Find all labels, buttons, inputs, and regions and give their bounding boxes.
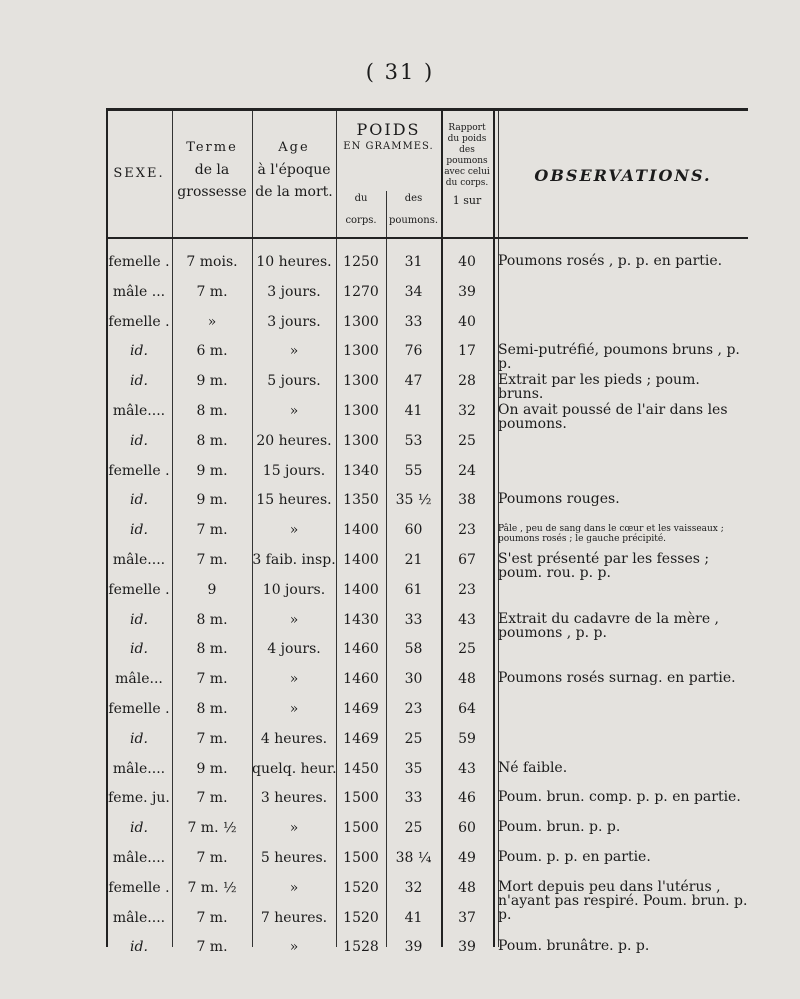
header-rapport-3: des bbox=[459, 145, 475, 155]
header-rapport: Rapport bbox=[448, 123, 486, 133]
cell-terme: 9 m. bbox=[196, 492, 228, 509]
cell-observation: Mort depuis peu dans l'utérus , n'ayant pas respiré. Poum. brun. p. p. bbox=[498, 878, 748, 923]
cell-poumons: 55 bbox=[404, 462, 423, 479]
table-row bbox=[106, 698, 748, 726]
table-row bbox=[106, 638, 748, 666]
cell-sexe: id. bbox=[130, 432, 148, 449]
cell-terme: 9 bbox=[207, 581, 217, 598]
cell-corps: 1270 bbox=[343, 283, 379, 300]
cell-sexe: mâle... bbox=[115, 671, 163, 688]
table-row bbox=[106, 847, 748, 875]
cell-age: 20 heures. bbox=[256, 432, 332, 449]
cell-observation: Extrait du cadavre de la mère , poumons , p. p. bbox=[498, 610, 720, 641]
cell-poumons: 41 bbox=[404, 403, 423, 419]
table-row bbox=[106, 340, 748, 373]
cell-observation bbox=[498, 281, 748, 284]
cell-observation: Poumons rosés surnag. en partie. bbox=[498, 670, 736, 687]
cell-rapport: 28 bbox=[458, 373, 476, 390]
cell-poumons: 33 bbox=[404, 611, 423, 628]
cell-age: 15 heures. bbox=[256, 492, 332, 509]
cell-age: » bbox=[289, 879, 299, 896]
cell-rapport: 25 bbox=[458, 432, 476, 449]
cell-corps: 1350 bbox=[343, 492, 379, 509]
cell-rapport: 23 bbox=[458, 581, 476, 598]
cell-terme: 7 m. bbox=[196, 671, 228, 688]
cell-sexe: id. bbox=[130, 522, 148, 539]
cell-age: 10 heures. bbox=[256, 254, 332, 270]
cell-sexe: id. bbox=[130, 820, 148, 837]
table-row bbox=[106, 787, 748, 815]
cell-sexe: mâle.... bbox=[112, 909, 166, 926]
cell-sexe: id. bbox=[130, 611, 148, 628]
cell-rapport: 23 bbox=[458, 522, 476, 539]
cell-corps: 1450 bbox=[343, 760, 379, 777]
cell-age: » bbox=[289, 671, 299, 688]
cell-observation bbox=[498, 638, 748, 641]
cell-rapport: 25 bbox=[458, 641, 476, 658]
cell-rapport: 43 bbox=[458, 760, 476, 777]
cell-sexe: feme. ju. bbox=[108, 790, 170, 807]
cell-rapport: 64 bbox=[458, 701, 476, 717]
cell-observation: Poum. brun. comp. p. p. en partie. bbox=[498, 789, 741, 806]
cell-rapport: 48 bbox=[458, 879, 476, 896]
cell-rapport: 32 bbox=[458, 403, 476, 419]
cell-rapport: 46 bbox=[458, 790, 476, 807]
table-row bbox=[106, 817, 748, 845]
header-rapport-5: avec celui bbox=[444, 167, 490, 177]
header-poumons: poumons. bbox=[388, 215, 439, 226]
cell-sexe: femelle . bbox=[108, 254, 170, 270]
cell-sexe: id. bbox=[130, 641, 148, 658]
cell-terme: 7 m. bbox=[196, 552, 228, 568]
cell-terme: 8 m. bbox=[196, 701, 228, 717]
cell-poumons: 39 bbox=[404, 939, 423, 956]
cell-observation bbox=[498, 698, 748, 701]
cell-corps: 1460 bbox=[343, 641, 379, 658]
cell-observation: On avait poussé de l'air dans les poumons. bbox=[498, 402, 728, 432]
cell-corps: 1500 bbox=[343, 820, 379, 837]
cell-poumons: 35 ½ bbox=[395, 492, 432, 509]
cell-observation: Semi-putréfié, poumons bruns , p. p. bbox=[498, 342, 740, 373]
cell-corps: 1300 bbox=[343, 313, 379, 330]
header-poids-grammes: EN GRAMMES. bbox=[343, 141, 434, 152]
cell-rapport: 24 bbox=[458, 462, 476, 479]
cell-poumons: 76 bbox=[404, 343, 423, 360]
cell-terme: 7 m. ½ bbox=[187, 879, 237, 896]
header-rapport-7: 1 sur bbox=[452, 194, 482, 207]
cell-age: » bbox=[289, 701, 299, 717]
cell-corps: 1400 bbox=[343, 552, 379, 568]
table-row bbox=[106, 758, 748, 786]
cell-terme: 7 m. bbox=[196, 850, 228, 866]
cell-sexe: mâle ... bbox=[112, 283, 166, 300]
cell-corps: 1300 bbox=[343, 373, 379, 390]
table-row bbox=[106, 519, 748, 547]
cell-poumons: 25 bbox=[404, 820, 423, 837]
table-row bbox=[106, 728, 748, 756]
table-row bbox=[106, 549, 748, 581]
cell-observation bbox=[498, 907, 748, 910]
cell-terme: 7 m. ½ bbox=[187, 820, 237, 837]
cell-observation: Pâle , peu de sang dans le cœur et les vaisseaux ; poumons rosés ; le gauche précipité. bbox=[498, 524, 724, 545]
cell-observation: Poumons rouges. bbox=[498, 491, 620, 508]
cell-poumons: 25 bbox=[404, 730, 423, 747]
cell-terme: 7 m. bbox=[196, 283, 228, 300]
cell-sexe: femelle . bbox=[108, 701, 170, 717]
cell-age: 3 heures. bbox=[260, 790, 328, 807]
header-terme-2: de la bbox=[194, 162, 230, 178]
cell-corps: 1400 bbox=[343, 522, 379, 539]
table-row bbox=[106, 668, 748, 696]
cell-age: 3 faib. insp. bbox=[252, 552, 336, 568]
cell-terme: 7 m. bbox=[196, 730, 228, 747]
data-table bbox=[106, 108, 748, 956]
cell-age: » bbox=[289, 403, 299, 419]
cell-observation: Poum. brun. p. p. bbox=[498, 819, 621, 836]
header-age-3: de la mort. bbox=[255, 184, 333, 200]
cell-terme: 7 m. bbox=[196, 790, 228, 807]
cell-rapport: 49 bbox=[458, 850, 476, 866]
cell-corps: 1300 bbox=[343, 432, 379, 449]
cell-rapport: 37 bbox=[458, 909, 476, 926]
cell-terme: 9 m. bbox=[196, 462, 228, 479]
cell-poumons: 23 bbox=[404, 701, 423, 717]
cell-terme: 8 m. bbox=[196, 432, 228, 449]
cell-terme: 8 m. bbox=[196, 403, 228, 419]
cell-rapport: 40 bbox=[458, 254, 476, 270]
cell-observation: Extrait par les pieds ; poum. bruns. bbox=[498, 372, 700, 403]
header-age-2: à l'époque bbox=[257, 162, 331, 178]
cell-terme: 7 m. bbox=[196, 522, 228, 539]
cell-rapport: 38 bbox=[458, 492, 476, 509]
table-row bbox=[106, 460, 748, 488]
cell-age: 4 jours. bbox=[267, 641, 321, 658]
cell-age: 7 heures. bbox=[260, 909, 328, 926]
cell-sexe: femelle . bbox=[108, 462, 170, 479]
cell-corps: 1469 bbox=[343, 701, 379, 717]
header-rapport-6: du corps. bbox=[445, 178, 489, 188]
cell-observation bbox=[498, 460, 748, 463]
header-des: des bbox=[404, 193, 423, 204]
cell-poumons: 33 bbox=[404, 313, 423, 330]
cell-age: 3 jours. bbox=[267, 313, 321, 330]
cell-age: » bbox=[289, 820, 299, 837]
cell-age: 15 jours. bbox=[262, 462, 326, 479]
cell-corps: 1300 bbox=[343, 403, 379, 419]
cell-age: 3 jours. bbox=[267, 283, 321, 300]
cell-age: » bbox=[289, 611, 299, 628]
cell-corps: 1520 bbox=[343, 879, 379, 896]
cell-terme: 8 m. bbox=[196, 641, 228, 658]
cell-terme: 9 m. bbox=[196, 373, 228, 390]
cell-rapport: 60 bbox=[458, 820, 476, 837]
table-row bbox=[106, 311, 748, 339]
cell-sexe: mâle.... bbox=[112, 552, 166, 568]
cell-sexe: femelle . bbox=[108, 879, 170, 896]
cell-sexe: id. bbox=[130, 939, 148, 956]
table-row bbox=[106, 430, 748, 458]
header-rapport-4: poumons bbox=[446, 156, 488, 166]
cell-age: quelq. heur. bbox=[252, 760, 337, 777]
header-age: Age bbox=[278, 140, 310, 155]
header-sexe: SEXE. bbox=[113, 166, 165, 181]
cell-observation bbox=[498, 728, 748, 731]
cell-corps: 1460 bbox=[343, 671, 379, 688]
cell-corps: 1500 bbox=[343, 790, 379, 807]
cell-corps: 1300 bbox=[343, 343, 379, 360]
cell-rapport: 39 bbox=[458, 283, 476, 300]
cell-corps: 1340 bbox=[343, 462, 379, 479]
header-terme: Terme bbox=[186, 140, 238, 155]
cell-sexe: id. bbox=[130, 492, 148, 509]
cell-corps: 1528 bbox=[343, 939, 379, 956]
header-corps: corps. bbox=[345, 215, 377, 226]
cell-terme: 9 m. bbox=[196, 760, 228, 777]
table-row bbox=[106, 400, 748, 432]
cell-corps: 1400 bbox=[343, 581, 379, 598]
cell-corps: 1500 bbox=[343, 850, 379, 866]
cell-sexe: id. bbox=[130, 730, 148, 747]
cell-age: 5 heures. bbox=[260, 850, 328, 866]
cell-corps: 1469 bbox=[343, 730, 379, 747]
table-row bbox=[106, 251, 748, 279]
cell-corps: 1250 bbox=[343, 254, 379, 270]
cell-sexe: mâle.... bbox=[112, 850, 166, 866]
cell-terme: » bbox=[207, 313, 217, 330]
cell-terme: 6 m. bbox=[196, 343, 228, 360]
cell-poumons: 33 bbox=[404, 790, 423, 807]
cell-terme: 7 mois. bbox=[186, 254, 238, 270]
cell-poumons: 32 bbox=[404, 879, 423, 896]
table-row bbox=[106, 370, 748, 403]
cell-poumons: 61 bbox=[404, 581, 423, 598]
header-du: du bbox=[354, 193, 368, 204]
page-number: ( 31 ) bbox=[365, 60, 435, 84]
header-rapport-2: du poids bbox=[447, 134, 487, 144]
cell-poumons: 38 ¼ bbox=[395, 850, 432, 866]
cell-observation: S'est présenté par les fesses ; poum. rou. p. p. bbox=[498, 551, 710, 581]
header-terme-3: grossesse bbox=[177, 184, 247, 200]
cell-sexe: id. bbox=[130, 343, 148, 360]
cell-rapport: 17 bbox=[458, 343, 476, 360]
cell-poumons: 30 bbox=[404, 671, 423, 688]
cell-observation: Né faible. bbox=[498, 759, 568, 776]
cell-age: » bbox=[289, 939, 299, 956]
table-row bbox=[106, 936, 748, 964]
cell-observation bbox=[498, 579, 748, 582]
cell-sexe: femelle . bbox=[108, 581, 170, 598]
table-row bbox=[106, 609, 748, 641]
cell-observation bbox=[498, 430, 748, 433]
cell-observation: Poumons rosés , p. p. en partie. bbox=[498, 253, 723, 269]
header-poids: POIDS bbox=[356, 120, 421, 139]
cell-observation: Poum. brunâtre. p. p. bbox=[498, 938, 650, 955]
cell-poumons: 35 bbox=[404, 760, 423, 777]
cell-poumons: 31 bbox=[404, 254, 423, 270]
header-observations: OBSERVATIONS. bbox=[534, 166, 712, 185]
cell-sexe: mâle.... bbox=[112, 760, 166, 777]
table-row bbox=[106, 907, 748, 935]
cell-sexe: femelle . bbox=[108, 313, 170, 330]
cell-poumons: 53 bbox=[404, 432, 423, 449]
cell-rapport: 67 bbox=[458, 552, 476, 568]
cell-age: 5 jours. bbox=[267, 373, 321, 390]
cell-sexe: id. bbox=[130, 373, 148, 390]
cell-terme: 8 m. bbox=[196, 611, 228, 628]
cell-rapport: 39 bbox=[458, 939, 476, 956]
table-row bbox=[106, 281, 748, 309]
cell-observation bbox=[498, 311, 748, 314]
cell-age: 10 jours. bbox=[262, 581, 326, 598]
cell-corps: 1520 bbox=[343, 909, 379, 926]
cell-observation: Poum. p. p. en partie. bbox=[498, 849, 651, 865]
cell-poumons: 41 bbox=[404, 909, 423, 926]
cell-age: » bbox=[289, 522, 299, 539]
cell-rapport: 59 bbox=[458, 730, 476, 747]
cell-poumons: 34 bbox=[404, 283, 423, 300]
cell-poumons: 47 bbox=[404, 373, 423, 390]
cell-rapport: 48 bbox=[458, 671, 476, 688]
cell-age: » bbox=[289, 343, 299, 360]
cell-age: 4 heures. bbox=[260, 730, 328, 747]
cell-poumons: 60 bbox=[404, 522, 423, 539]
cell-terme: 7 m. bbox=[196, 939, 228, 956]
cell-sexe: mâle.... bbox=[112, 403, 166, 419]
cell-rapport: 43 bbox=[458, 611, 476, 628]
cell-corps: 1430 bbox=[343, 611, 379, 628]
cell-poumons: 58 bbox=[404, 641, 423, 658]
cell-terme: 7 m. bbox=[196, 909, 228, 926]
table-row bbox=[106, 579, 748, 607]
cell-poumons: 21 bbox=[404, 552, 423, 568]
cell-rapport: 40 bbox=[458, 313, 476, 330]
table-row bbox=[106, 489, 748, 517]
